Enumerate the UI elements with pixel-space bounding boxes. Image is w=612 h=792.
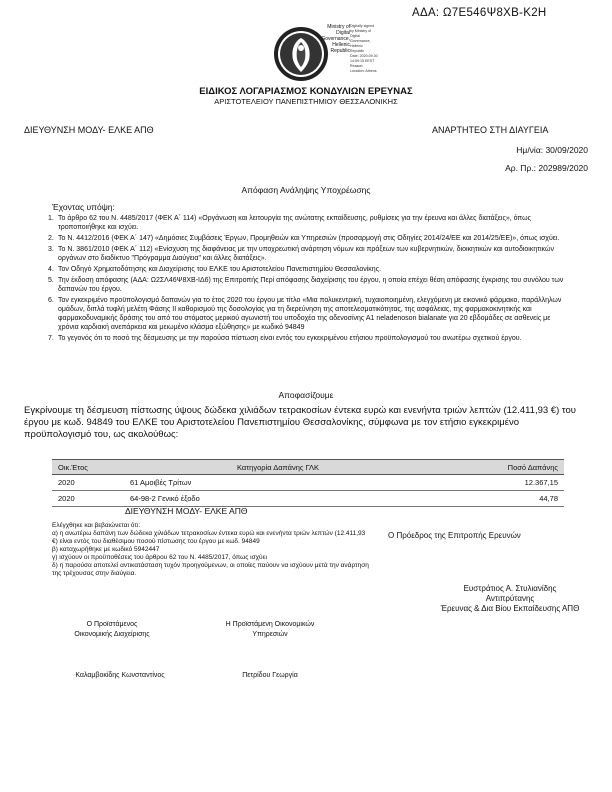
verification-line: δ) η παρούσα αποτελεί αντικατάσταση τυχόν προηγούμενων, οι οποίες παύουν να ισχύουν μετά την ανάρτηση της τρέχουσας στην διαύγεια. [52,562,369,577]
list-item [48,276,568,294]
list-item [48,296,568,332]
caption-line: Governance, [321,36,350,42]
vice-rector-title: Αντιπρύτανης [485,594,535,603]
column-header-amount: Ποσό Δαπάνης [432,460,564,475]
signature-line: Digitally signed [350,24,375,28]
considerations-heading: Έχοντας υπόψη: [52,202,115,212]
signature-line: 14:59:15 EEST [350,59,375,63]
item-text: Την έκδοση απόφασης (ΑΔΑ: Ω2ΣΛ46Ψ8ΧΒ-ΙΔ6) της Επιτροπής Περί απόφασης διαχείρισης του έργου, η οποία επέχει θέση απόφασης έγκρισης του συνόλου των δαπανών του έργου. [58,277,564,293]
decision-heading: Αποφασίζουμε [278,390,334,400]
verification-line: α) η ανωτέρω δαπάνη των δώδεκα χιλιάδων τετρακοσίων έντεκα ευρώ και ενενήντα τριών λεπτών (12.411,93 €) είναι εντός του διαθέσιμου ποσού πίστωσης του έργου με κωδ. 94849 [52,530,366,545]
ada-code: ΑΔΑ: Ω7Ε546Ψ8ΧΒ-Κ2Η [412,7,547,19]
item-number: 6. [48,297,54,304]
column-header-category: Κατηγορία Δαπάνης ΓΛΚ [124,460,432,475]
cell-category: 64-98-2 Γενικό έξοδο [124,491,432,507]
item-text: Το Ν. 4412/2016 (ΦΕΚ Α΄ 147) «Δημόσιες Συμβάσεις Έργων, Προμηθειών και Υπηρεσιών (προσαρμογή στις Οδηγίες 2014/24/ΕΕ και 2014/25/ΕΕ)», όπως ισχύει. [58,235,560,242]
protocol-number: Αρ. Πρ.: 202989/2020 [505,163,588,173]
signature-line: Reason: [350,64,364,68]
cell-year: 2020 [52,475,124,491]
department-header: ΔΙΕΥΘΥΝΣΗ ΜΟΔΥ- ΕΛΚΕ ΑΠΘ [24,125,154,135]
list-item [48,234,568,243]
item-text: Το άρθρο 62 του Ν. 4485/2017 (ΦΕΚ Α΄ 114) «Οργάνωση και λειτουργία της ανώτατης εκπαίδευσης, ρυθμίσεις για την έρευνα και άλλες διατάξεις», όπως τροποποιήθηκε και ισχύει. [58,215,532,231]
list-item [48,334,568,343]
digital-signature-details [350,24,410,74]
list-item [48,214,568,232]
signature-line: Location: Athens [350,69,377,73]
signatory2-title [200,620,340,640]
director-heading: ΔΙΕΥΘΥΝΣΗ ΜΟΔΥ- ΕΛΚΕ ΑΠΘ [125,506,248,516]
cell-category: 61 Αμοιβές Τρίτων [124,475,432,491]
table-row [52,491,564,507]
cell-amount: 12.367,15 [432,475,564,491]
signature-line: by Ministry of [350,29,372,33]
item-number: 2. [48,235,54,242]
item-text: Τον εγκεκριμένο προϋπολογισμό δαπανών για το έτος 2020 του έργου με τίτλο «Μια πολυκεντρική, τυχαιοποιημένη, ελεγχόμενη με εικονικό φάρμακο, παράλληλων ομάδων, διπλά τυφλή μελέτη Φάσης ΙΙ καθορισμού της δοσολογίας για τη διερεύνηση της αποτελεσματικότητας, της ασφάλειας, της φαρμακοκινητικής και φαρμακοδυναμικής δράσης του από του στόματος μερικού αγωνιστή του υποδοχέα της αδενοσίνης Α1 neladenoson bialanate για 20 εβδομάδες σε ασθενείς με χρόνια καρδιακή ανεπάρκεια και μειωμένο κλάσμα εξώθησης» με κωδικό 94849 [58,297,562,331]
column-header-year: Οικ.Έτος [52,460,124,475]
caption-line: Ministry of Digital [327,24,350,36]
chair-title: Ο Πρόεδρος της Επιτροπής Ερευνών [388,531,521,540]
signatory1-name: Καλαμβοκίδης Κωνσταντίνος [75,672,165,679]
item-number: 4. [48,266,54,273]
item-number: 3. [48,246,54,253]
table-header-row [52,460,564,475]
vice-rector-block [420,584,600,614]
signatory-title-line: Ο Προϊστάμενος [86,621,138,628]
signatory2-name: Πετρίδου Γεωργία [242,672,298,679]
item-text: Το γεγονός ότι το ποσό της δέσμευσης με την παρούσα πίστωση είναι εντός του εγκεκριμένου ετήσιου προϋπολογισμού του ανωτέρω σχετικού έργου. [58,335,522,342]
list-item [48,245,568,263]
verification-line: β) καταχωρήθηκε με κωδικό 5942447 [52,546,160,553]
signature-line: Date: 2020.09.30 [350,54,378,58]
item-text: Το Ν. 3861/2010 (ΦΕΚ Α΄ 112) «Ενίσχυση της διαφάνειας με την υποχρεωτική ανάρτηση νόμων και πράξεων των κυβερνητικών, διοικητικών και αυτοδιοικητικών οργάνων στο διαδίκτυο "Πρόγραμμα Διαύγεια" και άλλες διατάξεις». [58,246,554,262]
list-item [48,265,568,274]
verification-line: γ) ισχύουν οι προϋποθέσεις του άρθρου 62 του Ν. 4485/2017, όπως ισχύει [52,554,267,561]
signature-logo-caption [316,24,350,54]
signatory-title-line: Υπηρεσιών [252,631,288,638]
budget-table [52,459,564,507]
table-row [52,475,564,491]
approval-paragraph: Εγκρίνουμε τη δέσμευση πίστωσης ύψους δώδεκα χιλιάδων τετρακοσίων έντεκα ευρώ και ενενήντα τριών λεπτών (12.411,93 €) του έργου με κωδ. 94849 του ΕΛΚΕ του Αριστοτελείου Πανεπιστημίου Θεσσαλονίκης, σύμφωνα με τον ετήσιο εγκεκριμένο προϋπολογισμό του, ως ακολούθως: [24,405,576,440]
signature-line: Digital [350,34,360,38]
document-subject: Απόφαση Ανάληψης Υποχρέωσης [241,185,371,195]
document-date: Ημ/νία: 30/09/2020 [516,145,588,155]
signatory1-title [52,620,172,640]
signature-line: Republic [350,49,364,53]
item-text: Τον Οδηγό Χρηματοδότησης και Διαχείρισης του ΕΛΚΕ του Αριστοτελείου Πανεπιστημίου Θεσσαλονίκης. [58,266,382,273]
verification-line: Ελέγχθηκε και βεβαιώνεται ότι: [52,522,141,529]
verification-block [52,522,372,578]
signature-line: Governance, [350,39,371,43]
item-number: 5. [48,277,54,284]
caption-line: Hellenic Republic [330,42,350,54]
item-number: 1. [48,215,54,222]
cell-amount: 44,78 [432,491,564,507]
vice-rector-name: Ευστράτιος Α. Στυλιανίδης [463,584,557,593]
vice-rector-role: Έρευνας & Δια Βίου Εκπαίδευσης ΑΠΘ [440,604,580,613]
publish-notice: ΑΝΑΡΤΗΤΕΟ ΣΤΗ ΔΙΑΥΓΕΙΑ [432,125,549,135]
signatory-title-line: Η Προϊστάμενη Οικονομικών [225,621,315,628]
organization-subtitle: ΑΡΙΣΤΟΤΕΛΕΙΟΥ ΠΑΝΕΠΙΣΤΗΜΙΟΥ ΘΕΣΣΑΛΟΝΙΚΗΣ [214,97,398,106]
cell-year: 2020 [52,491,124,507]
item-number: 7. [48,335,54,342]
considerations-list [48,214,568,345]
organization-title: ΕΙΔΙΚΟΣ ΛΟΓΑΡΙΑΣΜΟΣ ΚΟΝΔΥΛΙΩΝ ΕΡΕΥΝΑΣ [199,86,413,97]
signature-line: Hellenic [350,44,363,48]
signatory-title-line: Οικονομικής Διαχείρισης [74,631,150,638]
